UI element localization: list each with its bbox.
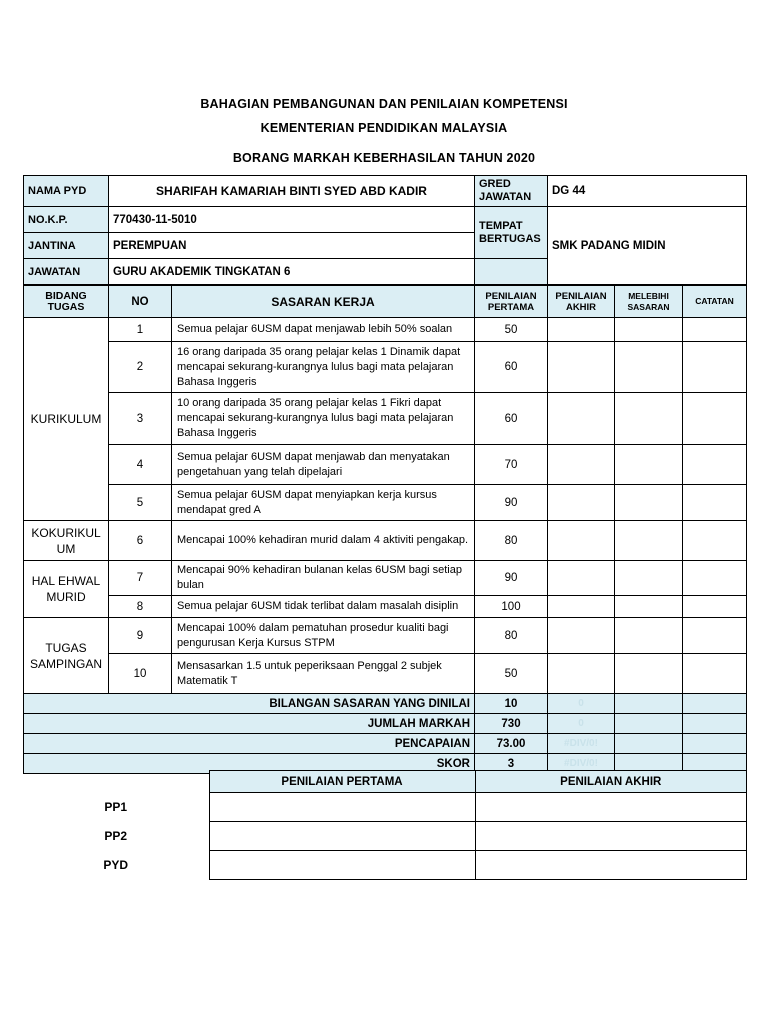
row-task: Semua pelajar 6USM dapat menyiapkan kerja kursus mendapat gred A bbox=[172, 485, 475, 521]
row-score: 100 bbox=[475, 596, 548, 618]
sign-field[interactable] bbox=[209, 793, 475, 822]
row-task: 16 orang daripada 35 orang pelajar kelas 1 Dinamik dapat mencapai sekurang-kurangnya lulus bagi mata pelajaran Bahasa Inggeris bbox=[172, 342, 475, 393]
akhir-cell bbox=[548, 654, 615, 694]
summary-label: JUMLAH MARKAH bbox=[24, 714, 475, 734]
row-score: 70 bbox=[475, 445, 548, 485]
summary-empty bbox=[683, 694, 747, 714]
table-row bbox=[24, 342, 747, 393]
akhir-cell bbox=[548, 561, 615, 596]
summary-label: BILANGAN SASARAN YANG DINILAI bbox=[24, 694, 475, 714]
row-no: 5 bbox=[109, 485, 172, 521]
catatan-cell bbox=[683, 654, 747, 694]
row-no: 2 bbox=[109, 342, 172, 393]
info-table bbox=[23, 175, 747, 285]
summary-ghost: 0 bbox=[548, 694, 615, 714]
sign-corner bbox=[23, 771, 209, 793]
group-tugas-sampingan: TUGAS SAMPINGAN bbox=[24, 618, 109, 694]
akhir-cell bbox=[548, 445, 615, 485]
summary-ghost: #DIV/0! bbox=[548, 754, 615, 774]
catatan-cell bbox=[683, 618, 747, 654]
summary-row bbox=[24, 714, 747, 734]
col-no: NO bbox=[109, 286, 172, 318]
sign-col-pertama: PENILAIAN PERTAMA bbox=[209, 771, 475, 793]
catatan-cell bbox=[683, 342, 747, 393]
summary-row bbox=[24, 734, 747, 754]
melebihi-cell bbox=[615, 318, 683, 342]
melebihi-cell bbox=[615, 596, 683, 618]
table-row bbox=[24, 393, 747, 445]
sign-col-akhir: PENILAIAN AKHIR bbox=[475, 771, 747, 793]
catatan-cell bbox=[683, 318, 747, 342]
summary-empty bbox=[615, 714, 683, 734]
summary-value: 730 bbox=[475, 714, 548, 734]
sign-field[interactable] bbox=[209, 822, 475, 851]
jawatan-value: GURU AKADEMIK TINGKATAN 6 bbox=[109, 259, 475, 285]
melebihi-cell bbox=[615, 654, 683, 694]
catatan-cell bbox=[683, 393, 747, 445]
melebihi-cell bbox=[615, 618, 683, 654]
empty-cell bbox=[475, 259, 548, 285]
akhir-cell bbox=[548, 342, 615, 393]
sign-field[interactable] bbox=[475, 793, 747, 822]
melebihi-cell bbox=[615, 342, 683, 393]
summary-value: 73.00 bbox=[475, 734, 548, 754]
group-kokurikulum: KOKURIKUL UM bbox=[24, 521, 109, 561]
akhir-cell bbox=[548, 521, 615, 561]
catatan-cell bbox=[683, 521, 747, 561]
akhir-cell bbox=[548, 485, 615, 521]
row-task: Semua pelajar 6USM tidak terlibat dalam masalah disiplin bbox=[172, 596, 475, 618]
melebihi-cell bbox=[615, 521, 683, 561]
nokp-label: NO.K.P. bbox=[24, 207, 109, 233]
summary-label: SKOR bbox=[24, 754, 475, 774]
row-score: 90 bbox=[475, 485, 548, 521]
sign-field[interactable] bbox=[209, 851, 475, 880]
row-score: 80 bbox=[475, 521, 548, 561]
gred-label: GRED JAWATAN bbox=[475, 176, 548, 207]
table-row bbox=[24, 485, 747, 521]
col-pertama: PENILAIAN PERTAMA bbox=[475, 286, 548, 318]
catatan-cell bbox=[683, 485, 747, 521]
table-row bbox=[24, 596, 747, 618]
akhir-cell bbox=[548, 596, 615, 618]
melebihi-cell bbox=[615, 393, 683, 445]
row-score: 60 bbox=[475, 342, 548, 393]
summary-value: 3 bbox=[475, 754, 548, 774]
group-hal-ehwal: HAL EHWAL MURID bbox=[24, 561, 109, 618]
table-row bbox=[24, 618, 747, 654]
col-melebihi: MELEBIHI SASARAN bbox=[615, 286, 683, 318]
summary-row bbox=[24, 694, 747, 714]
akhir-cell bbox=[548, 318, 615, 342]
akhir-cell bbox=[548, 393, 615, 445]
row-no: 9 bbox=[109, 618, 172, 654]
form-title: BORANG MARKAH KEBERHASILAN TAHUN 2020 bbox=[232, 151, 536, 165]
row-score: 90 bbox=[475, 561, 548, 596]
summary-ghost: 0 bbox=[548, 714, 615, 734]
row-no: 7 bbox=[109, 561, 172, 596]
tempat-value: SMK PADANG MIDIN bbox=[548, 207, 747, 285]
col-catatan: CATATAN bbox=[683, 286, 747, 318]
header-line-2: KEMENTERIAN PENDIDIKAN MALAYSIA bbox=[260, 121, 508, 135]
col-akhir: PENILAIAN AKHIR bbox=[548, 286, 615, 318]
catatan-cell bbox=[683, 561, 747, 596]
row-no: 10 bbox=[109, 654, 172, 694]
table-row bbox=[24, 561, 747, 596]
summary-empty bbox=[683, 714, 747, 734]
row-score: 50 bbox=[475, 654, 548, 694]
sign-label-pp2: PP2 bbox=[104, 829, 128, 843]
gred-value: DG 44 bbox=[548, 176, 747, 207]
header-line-1: BAHAGIAN PEMBANGUNAN DAN PENILAIAN KOMPETENSI bbox=[200, 97, 568, 111]
jantina-label: JANTINA bbox=[24, 233, 109, 259]
targets-table bbox=[23, 285, 747, 774]
row-score: 80 bbox=[475, 618, 548, 654]
row-no: 1 bbox=[109, 318, 172, 342]
col-bidang: BIDANG TUGAS bbox=[24, 286, 109, 318]
summary-label: PENCAPAIAN bbox=[24, 734, 475, 754]
group-kurikulum: KURIKULUM bbox=[24, 318, 109, 521]
sign-label-pp1: PP1 bbox=[104, 800, 128, 814]
row-task: Mencapai 100% dalam pematuhan prosedur kualiti bagi pengurusan Kerja Kursus STPM bbox=[172, 618, 475, 654]
row-no: 6 bbox=[109, 521, 172, 561]
row-task: Mencapai 100% kehadiran murid dalam 4 aktiviti pengakap. bbox=[172, 521, 475, 561]
melebihi-cell bbox=[615, 561, 683, 596]
summary-ghost: #DIV/0! bbox=[548, 734, 615, 754]
summary-value: 10 bbox=[475, 694, 548, 714]
table-row bbox=[24, 445, 747, 485]
row-task: Semua pelajar 6USM dapat menjawab dan menyatakan pengetahuan yang telah dipelajari bbox=[172, 445, 475, 485]
row-task: Mensasarkan 1.5 untuk peperiksaan Penggal 2 subjek Matematik T bbox=[172, 654, 475, 694]
row-no: 3 bbox=[109, 393, 172, 445]
row-no: 4 bbox=[109, 445, 172, 485]
row-score: 50 bbox=[475, 318, 548, 342]
row-score: 60 bbox=[475, 393, 548, 445]
signature-table bbox=[23, 770, 747, 880]
table-row bbox=[24, 318, 747, 342]
nama-value: SHARIFAH KAMARIAH BINTI SYED ABD KADIR bbox=[109, 176, 475, 207]
nama-label: NAMA PYD bbox=[24, 176, 109, 207]
sign-field[interactable] bbox=[475, 851, 747, 880]
jawatan-label: JAWATAN bbox=[24, 259, 109, 285]
catatan-cell bbox=[683, 596, 747, 618]
row-task: 10 orang daripada 35 orang pelajar kelas 1 Fikri dapat mencapai sekurang-kurangnya lulus bagi mata pelajaran Bahasa Inggeris bbox=[172, 393, 475, 445]
table-row bbox=[24, 521, 747, 561]
jantina-value: PEREMPUAN bbox=[109, 233, 475, 259]
summary-empty bbox=[615, 694, 683, 714]
row-task: Semua pelajar 6USM dapat menjawab lebih 50% soalan bbox=[172, 318, 475, 342]
summary-empty bbox=[683, 734, 747, 754]
row-task: Mencapai 90% kehadiran bulanan kelas 6USM bagi setiap bulan bbox=[172, 561, 475, 596]
catatan-cell bbox=[683, 445, 747, 485]
summary-empty bbox=[615, 734, 683, 754]
melebihi-cell bbox=[615, 485, 683, 521]
tempat-label: TEMPAT BERTUGAS bbox=[475, 207, 548, 259]
akhir-cell bbox=[548, 618, 615, 654]
melebihi-cell bbox=[615, 445, 683, 485]
col-sasaran: SASARAN KERJA bbox=[172, 286, 475, 318]
row-no: 8 bbox=[109, 596, 172, 618]
nokp-value: 770430-11-5010 bbox=[109, 207, 475, 233]
sign-label-pyd: PYD bbox=[103, 858, 129, 872]
sign-field[interactable] bbox=[475, 822, 747, 851]
table-row bbox=[24, 654, 747, 694]
